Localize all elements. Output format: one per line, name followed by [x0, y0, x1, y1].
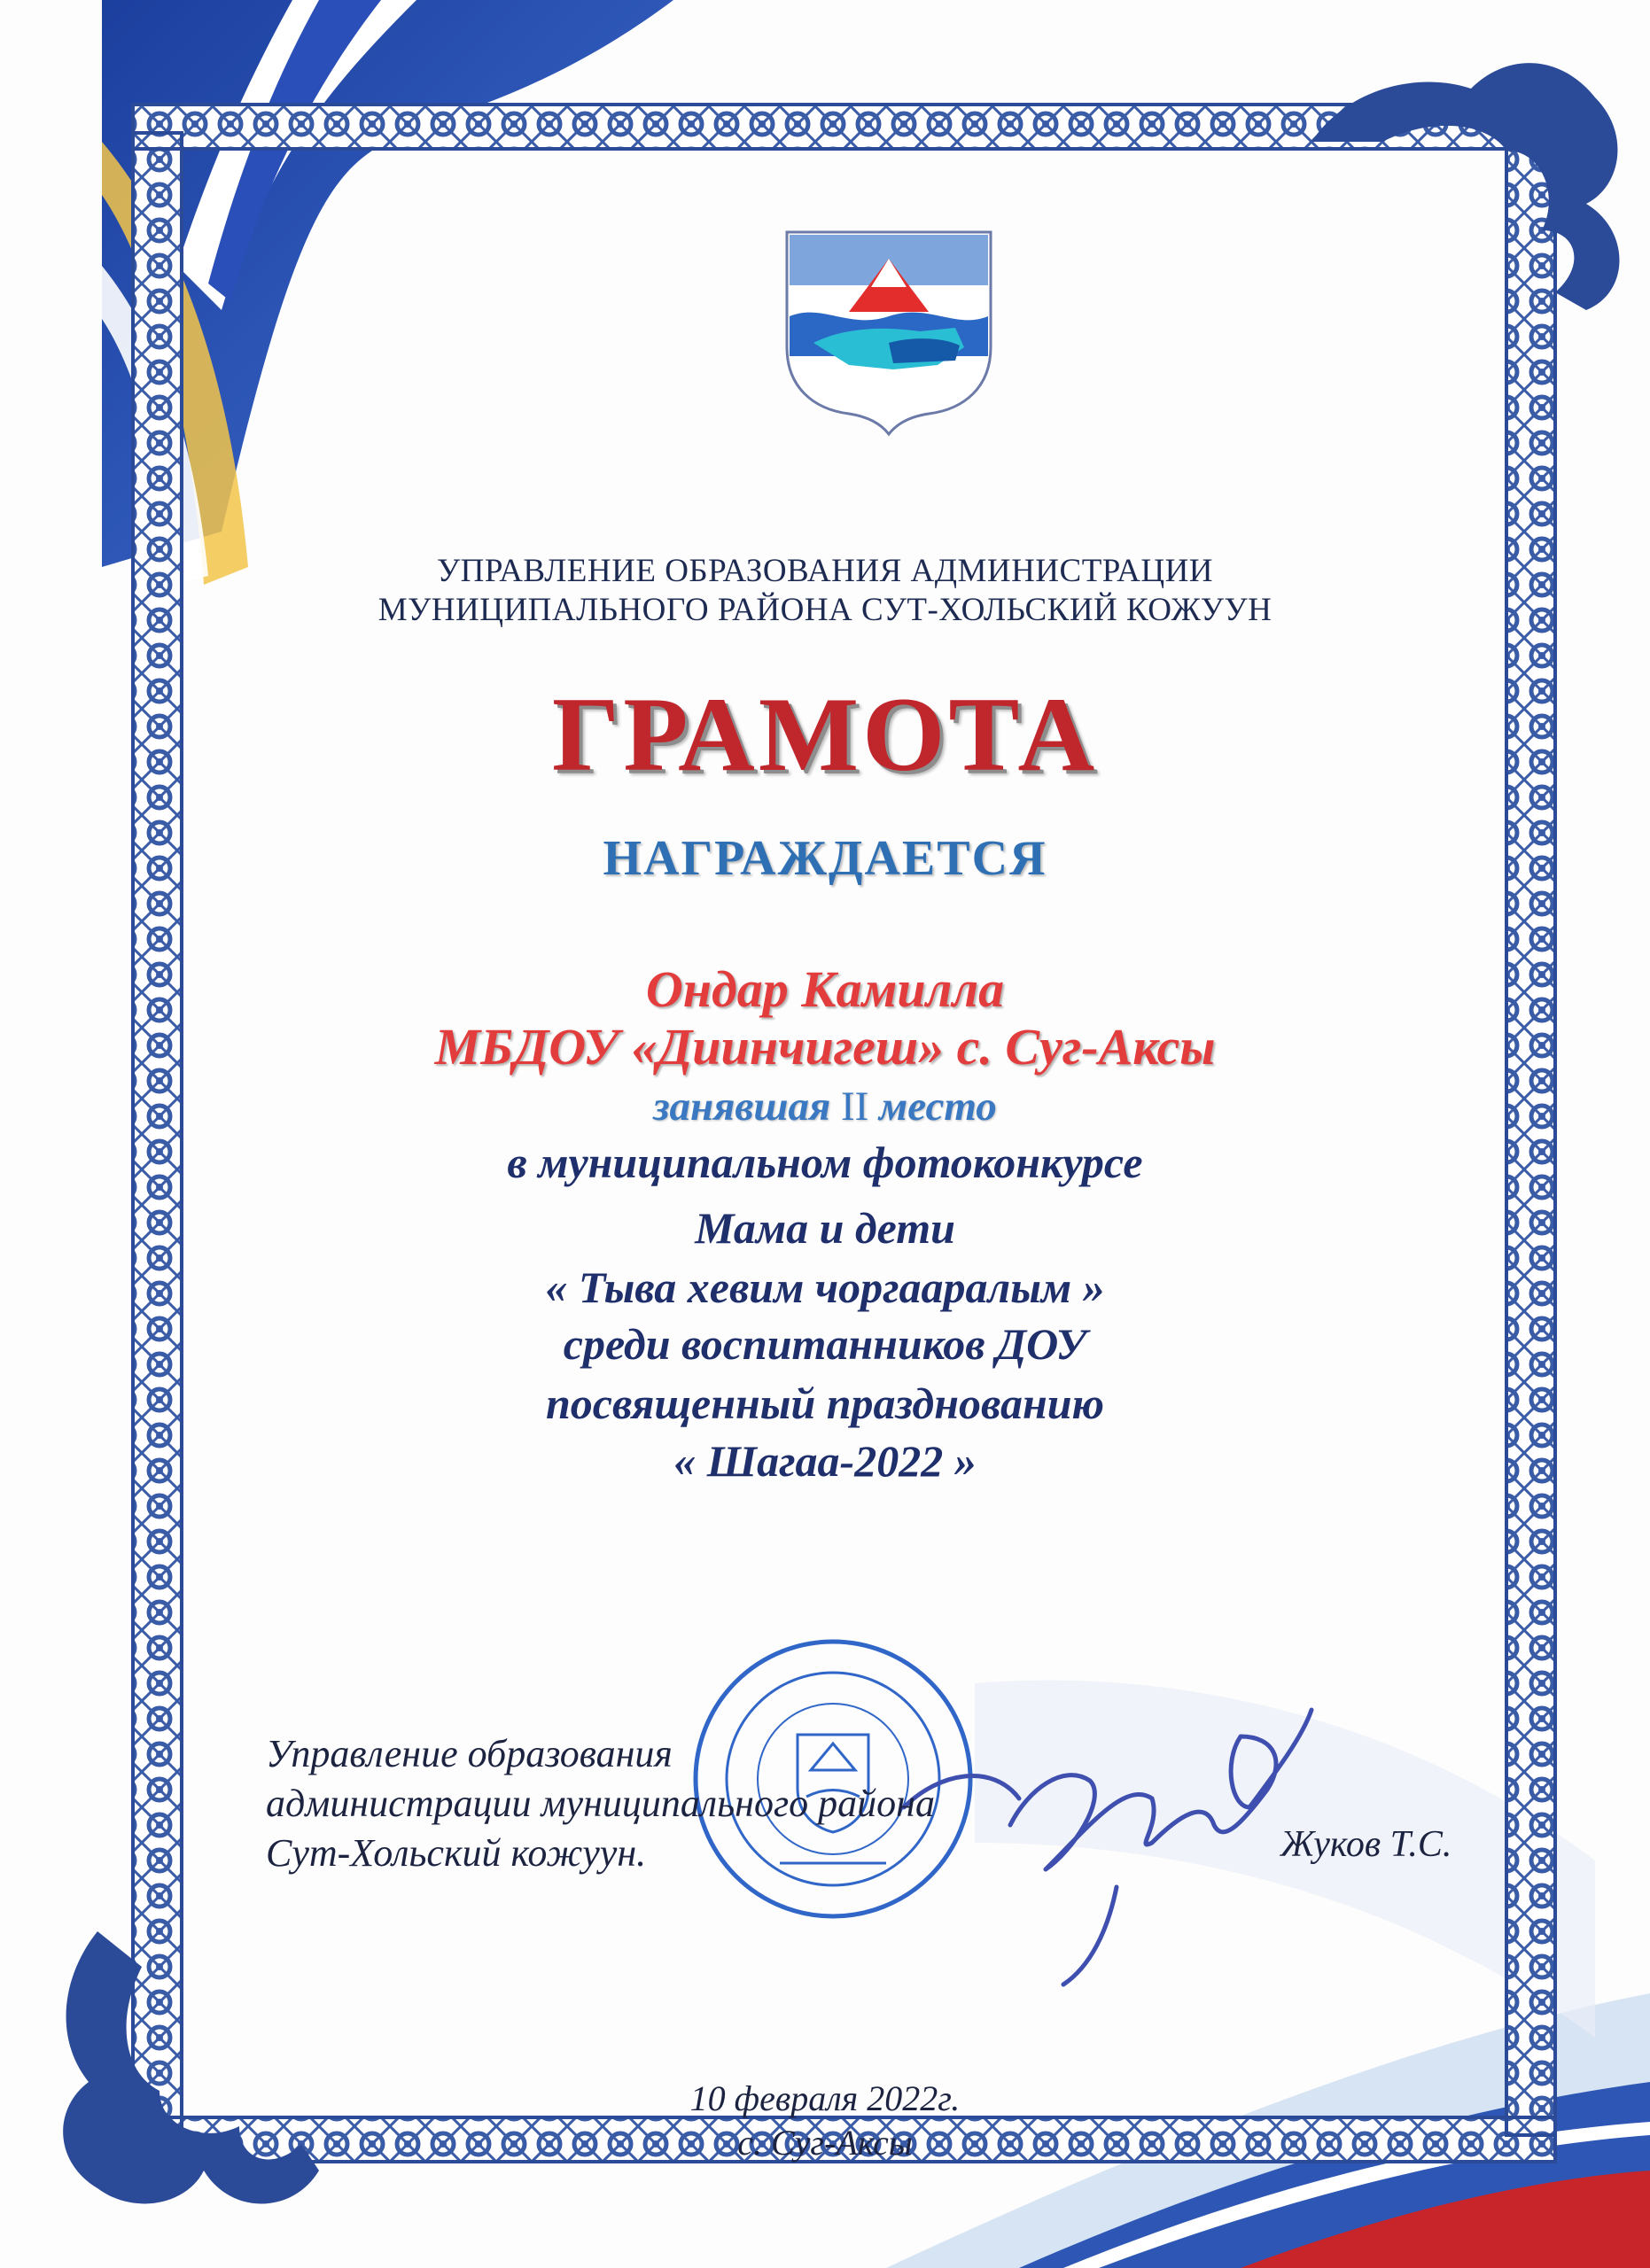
- description-line: « Тыва хевим чоргааралым »: [545, 1262, 1105, 1312]
- coat-of-arms-emblem: [787, 232, 991, 434]
- description-line: Мама и дети: [695, 1203, 955, 1253]
- description-line: « Шагаа-2022 »: [673, 1436, 977, 1486]
- signatory-org-line: Управление образования: [266, 1732, 673, 1775]
- awarded-label: НАГРАЖДАЕТСЯ: [603, 831, 1047, 886]
- issue-place: с. Суг-Аксы: [737, 2123, 913, 2163]
- certificate-title: ГРАМОТА: [551, 675, 1099, 793]
- issue-date: 10 февраля 2022г.: [689, 2078, 961, 2118]
- description-line: в муниципальном фотоконкурсе: [507, 1138, 1143, 1187]
- recipient-name: Ондар Камилла: [645, 960, 1005, 1018]
- description-line: посвященный празднованию: [545, 1379, 1105, 1428]
- recipient-institution: МБДОУ «Диинчигеш» с. Суг-Аксы: [434, 1018, 1216, 1076]
- description-line: среди воспитанников ДОУ: [563, 1319, 1087, 1369]
- place-prefix: занявшая: [653, 1084, 831, 1130]
- place-number: II: [840, 1084, 869, 1130]
- ribbon-top-left: [102, 0, 673, 585]
- signatory-org-line: администрации муниципального района: [266, 1782, 935, 1825]
- place-suffix: место: [879, 1084, 997, 1130]
- signatory-org-line: Сут-Хольский кожуун.: [266, 1831, 647, 1875]
- org-header-line-1: УПРАВЛЕНИЕ ОБРАЗОВАНИЯ АДМИНИСТРАЦИИ: [436, 553, 1214, 589]
- org-header-line-2: МУНИЦИПАЛЬНОГО РАЙОНА СУТ-ХОЛЬСКИЙ КОЖУУН: [377, 592, 1273, 628]
- place-line: [0, 1083, 1650, 1130]
- official-seal: [696, 1642, 970, 1916]
- signatory-name: Жуков Т.С.: [1280, 1824, 1452, 1865]
